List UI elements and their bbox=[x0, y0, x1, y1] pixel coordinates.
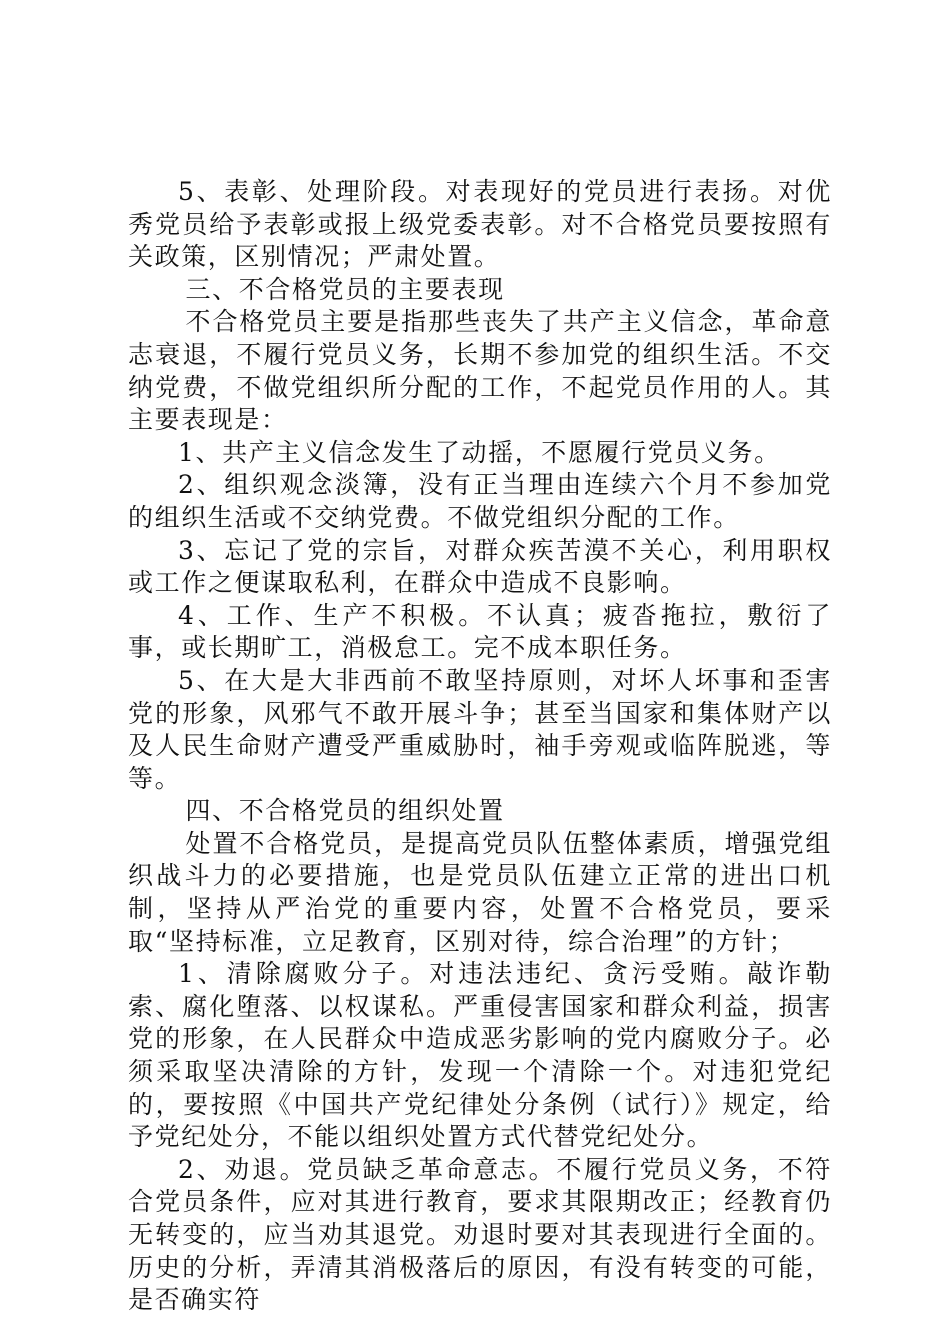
list-item-1: 1、共产主义信念发生了动摇，不愿履行党员义务。 bbox=[178, 437, 781, 467]
section-heading-four: 四、不合格党员的组织处置 bbox=[185, 796, 505, 826]
list-item-2: 2、组织观念淡簿，没有正当理由连续六个月不参加党的组织生活或不交纳党费。不做党组织分配的工作。 bbox=[128, 470, 832, 532]
disposal-item-1: 1、清除腐败分子。对违法违纪、贪污受贿。敲诈勒索、腐化堕落、以权谋私。严重侵害国家和群众利益，损害党的形象，在人民群众中造成恶劣影响的党内腐败分子。必须采取坚决清除的方针，发现一个清除一个。对违犯党纪的，要按照《中国共产党纪律处分条例（试行）》规定，给予党纪处分，不能以组织处置方式代替党纪处分。 bbox=[128, 959, 832, 1152]
section-heading-three: 三、不合格党员的主要表现 bbox=[185, 274, 505, 304]
paragraph-commendation-stage: 5、表彰、处理阶段。对表现好的党员进行表扬。对优秀党员给予表彰或报上级党委表彰。对不合格党员要按照有关政策，区别情况；严肃处置。 bbox=[128, 177, 832, 272]
document-body bbox=[128, 176, 832, 1317]
disposal-item-2: 2、劝退。党员缺乏革命意志。不履行党员义务，不符合党员条件，应对其进行教育，要求其限期改正；经教育仍无转变的，应当劝其退党。劝退时要对其表现进行全面的。历史的分析，弄清其消极落后的原因，有没有转变的可能，是否确实符 bbox=[128, 1154, 832, 1315]
paragraph-disposal-intro: 处置不合格党员，是提高党员队伍整体素质，增强党组织战斗力的必要措施，也是党员队伍建立正常的进出口机制，坚持从严治党的重要内容，处置不合格党员，要采取“坚持标准，立足教育，区别对待，综合治理”的方针； bbox=[128, 828, 832, 956]
list-item-3: 3、忘记了党的宗旨，对群众疾苦漠不关心，利用职权或工作之便谋取私利，在群众中造成不良影响。 bbox=[128, 535, 832, 598]
paragraph-definition: 不合格党员主要是指那些丧失了共产主义信念，革命意志衰退，不履行党员义务，长期不参加党的组织生活。不交纳党费，不做党组织所分配的工作，不起党员作用的人。其主要表现是： bbox=[128, 307, 832, 435]
list-item-5: 5、在大是大非西前不敢坚持原则，对坏人坏事和歪害党的形象，风邪气不敢开展斗争；甚至当国家和集体财产以及人民生命财产遭受严重威胁时，袖手旁观或临阵脱逃，等等。 bbox=[128, 665, 832, 793]
list-item-4: 4、工作、生产不积极。不认真；疲沓拖拉，敷衍了事，或长期旷工，消极怠工。完不成本职任务。 bbox=[128, 600, 832, 663]
